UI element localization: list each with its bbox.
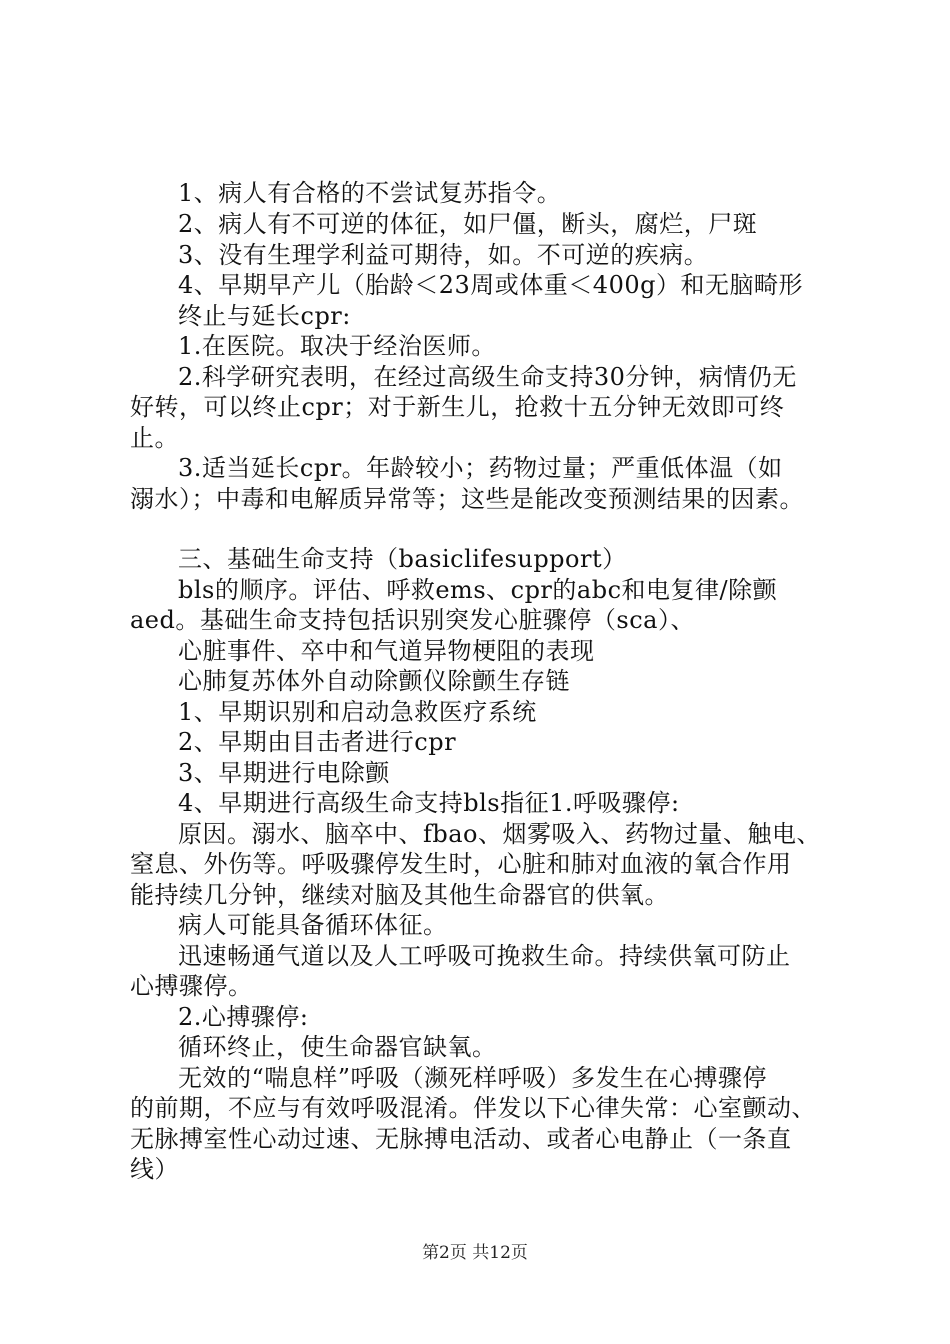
- text-line: 2、病人有不可逆的体征，如尸僵，断头，腐烂，尸斑: [178, 210, 758, 238]
- text-line: 3、早期进行电除颤: [178, 759, 390, 787]
- text-line: 无脉搏室性心动过速、无脉搏电活动、或者心电静止（一条直: [130, 1125, 792, 1153]
- text-line: 1、早期识别和启动急救医疗系统: [178, 698, 537, 726]
- text-line: 心脏事件、卒中和气道异物梗阻的表现: [178, 637, 595, 665]
- text-line: 1.在医院。取决于经治医师。: [178, 332, 496, 360]
- text-line: 4、早期进行高级生命支持bls指征1.呼吸骤停:: [178, 789, 680, 817]
- text-line: 4、早期早产儿（胎龄＜23周或体重＜400g）和无脑畸形: [178, 271, 803, 299]
- text-line: 能持续几分钟，继续对脑及其他生命器官的供氧。: [130, 881, 669, 909]
- text-line: bls的顺序。评估、呼救ems、cpr的abc和电复律/除颤: [178, 576, 778, 604]
- text-line: 1、病人有合格的不尝试复苏指令。: [178, 179, 562, 207]
- text-line: 止。: [130, 424, 179, 452]
- text-line: 迅速畅通气道以及人工呼吸可挽救生命。持续供氧可防止: [178, 942, 791, 970]
- section-heading: 三、基础生命支持（basiclifesupport）: [178, 545, 627, 573]
- text-line: 线）: [130, 1155, 179, 1183]
- text-line: 2.科学研究表明，在经过高级生命支持30分钟，病情仍无: [178, 363, 797, 391]
- text-line: aed。基础生命支持包括识别突发心脏骤停（sca）、: [130, 606, 695, 634]
- text-line: 2.心搏骤停:: [178, 1003, 309, 1031]
- text-line: 好转，可以终止cpr；对于新生儿，抢救十五分钟无效即可终: [130, 393, 785, 421]
- text-line: 溺水）；中毒和电解质异常等；这些是能改变预测结果的因素。: [130, 485, 804, 513]
- text-line: 3、没有生理学利益可期待，如。不可逆的疾病。: [178, 241, 709, 269]
- text-line: 的前期，不应与有效呼吸混淆。伴发以下心律失常：心室颤动、: [130, 1094, 816, 1122]
- text-line: 心肺复苏体外自动除颤仪除颤生存链: [178, 667, 570, 695]
- text-line: 心搏骤停。: [130, 972, 253, 1000]
- text-line: 循环终止，使生命器官缺氧。: [178, 1033, 497, 1061]
- text-line: 终止与延长cpr:: [178, 302, 351, 330]
- text-line: 窒息、外伤等。呼吸骤停发生时，心脏和肺对血液的氧合作用: [130, 850, 792, 878]
- page-footer: 第2页 共12页: [422, 1243, 528, 1263]
- text-line: 无效的“喘息样”呼吸（濒死样呼吸）多发生在心搏骤停: [178, 1064, 768, 1092]
- text-line: 3.适当延长cpr。年龄较小；药物过量；严重低体温（如: [178, 454, 783, 482]
- text-line: 原因。溺水、脑卒中、fbao、烟雾吸入、药物过量、触电、: [178, 820, 822, 848]
- text-line: 病人可能具备循环体征。: [178, 911, 448, 939]
- text-line: 2、早期由目击者进行cpr: [178, 728, 457, 756]
